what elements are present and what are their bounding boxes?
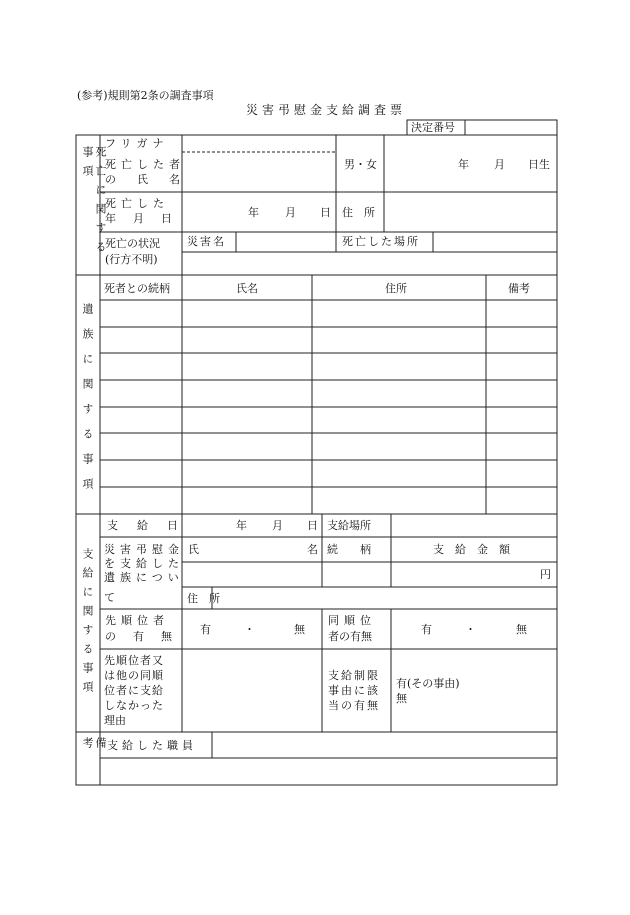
priority-label-1: 先順位者 (105, 614, 169, 627)
payment-day-label: 日 (307, 519, 318, 532)
priority-label-2: の 有 無 (105, 630, 175, 643)
remarks-field[interactable] (104, 762, 553, 781)
remarks-section-label: 備考 (81, 737, 107, 762)
death-month-label: 月 (285, 206, 296, 219)
death-situation-label-1: 死亡の状況 (105, 237, 160, 250)
same-rank-label-2: 者の有無 (328, 630, 372, 643)
family-header-name: 氏名 (236, 282, 258, 295)
death-date-label-1: 死亡した (105, 197, 169, 210)
disaster-name-label: 災害名 (187, 235, 226, 248)
death-date-label-2: 年 月 日 (105, 212, 175, 225)
death-situation-label-2: (行方不明) (105, 253, 158, 266)
disaster-name-field[interactable] (240, 235, 332, 248)
relation-field[interactable] (326, 566, 387, 583)
reason-field[interactable] (186, 653, 318, 728)
payment-month-label: 月 (272, 519, 283, 532)
death-year-label: 年 (248, 206, 259, 219)
deceased-name-label-2: の 氏 名 (105, 173, 185, 186)
death-address-field[interactable] (388, 196, 553, 228)
birth-day-label: 日生 (528, 158, 550, 171)
sex-field[interactable]: 男・女 (344, 158, 377, 171)
death-place-field[interactable] (437, 235, 553, 248)
restriction-yes[interactable]: 有(その事由) (396, 677, 460, 690)
staff-label: 支給した職員 (107, 739, 197, 752)
restriction-no[interactable]: 無 (396, 692, 407, 705)
recipient-name-suffix: 名 (307, 543, 318, 556)
relation-label: 続 柄 (327, 543, 371, 556)
reference-note: (参考)規則第2条の調査事項 (77, 89, 214, 102)
same-rank-no[interactable]: 無 (516, 623, 527, 636)
decision-number-label: 決定番号 (411, 121, 455, 134)
birth-year-label: 年 (458, 158, 469, 171)
priority-no[interactable]: 無 (294, 623, 305, 636)
reason-label-5: 理由 (104, 714, 126, 727)
reason-label-2: は他の同順 (104, 669, 164, 682)
recipient-label-1: 災害弔慰金 (104, 543, 184, 556)
family-section-label: 遺族に関する事項 (81, 303, 94, 503)
recipient-label-3: 遺族につい (104, 571, 184, 584)
deceased-name-field[interactable] (186, 156, 332, 188)
restriction-label-3: 当の有無 (328, 699, 380, 712)
furigana-label: フリガナ (105, 137, 169, 150)
payment-date-label: 支 給 日 (107, 519, 182, 532)
priority-yes[interactable]: 有 (200, 623, 211, 636)
family-header-remarks: 備考 (508, 282, 530, 295)
death-situation-field[interactable] (186, 256, 553, 271)
payment-section-label: 支給に関する事項 (81, 548, 94, 700)
payment-place-label: 支給場所 (327, 519, 371, 532)
staff-field[interactable] (216, 736, 553, 754)
death-day-label: 日 (320, 206, 331, 219)
reason-label-3: 位者に支給 (104, 684, 164, 697)
deceased-name-label-1: 死亡した者 (105, 158, 185, 171)
family-header-address: 住所 (385, 282, 407, 295)
death-place-label: 死亡した場所 (342, 235, 420, 248)
priority-dot: ・ (244, 623, 255, 636)
payment-year-label: 年 (236, 519, 247, 532)
recipient-label-4: て (104, 591, 120, 604)
recipient-name-prefix: 氏 (188, 543, 199, 556)
restriction-label-1: 支給制限 (328, 669, 380, 682)
payment-place-field[interactable] (395, 518, 553, 533)
yen-label: 円 (540, 568, 551, 581)
restriction-label-2: 事由に該 (328, 684, 380, 697)
amount-label: 支 給 金 額 (433, 543, 510, 556)
recipient-label-2: を支給した (104, 557, 184, 570)
reason-label-4: しなかった (104, 699, 164, 712)
same-rank-label-1: 同順位 (328, 614, 376, 627)
death-section-label: 死亡に関する事項 (81, 146, 107, 260)
same-rank-yes[interactable]: 有 (421, 623, 432, 636)
furigana-field[interactable] (186, 138, 332, 151)
amount-field[interactable] (395, 566, 535, 583)
birth-month-label: 月 (494, 158, 505, 171)
death-address-label: 住 所 (342, 206, 375, 219)
reason-label-1: 先順位者又 (104, 654, 164, 667)
recipient-address-field[interactable] (216, 591, 553, 606)
recipient-address-label: 住 所 (187, 592, 220, 605)
recipient-name-field[interactable] (186, 566, 318, 583)
family-header-relation: 死者との続柄 (104, 282, 170, 295)
same-rank-dot: ・ (465, 623, 476, 636)
form-title: 災害弔慰金支給調査票 (246, 103, 407, 117)
